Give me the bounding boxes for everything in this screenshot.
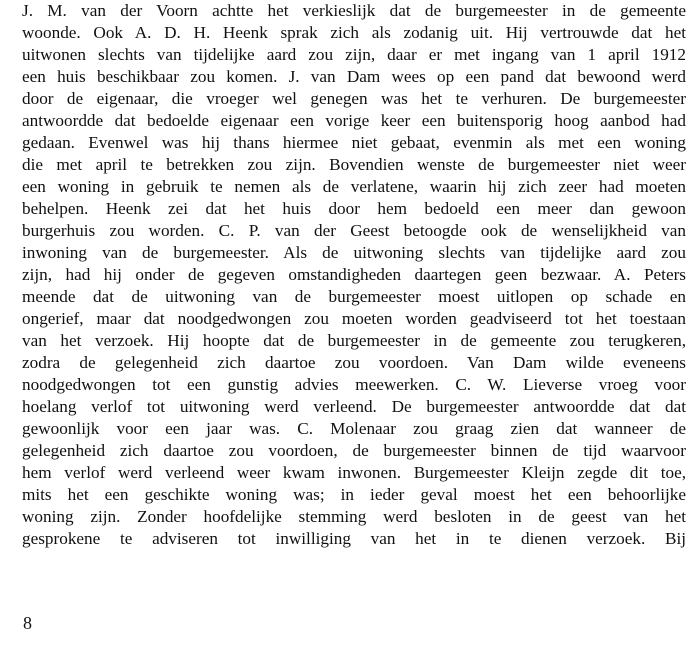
text-line: uitwonen slechts van tijdelijke aard zou zijn, daar er met ingang van 1 april 1912	[22, 45, 686, 64]
text-line: hoelang verlof tot uitwoning werd verleend. De burgemeester antwoordde dat dat	[22, 397, 686, 416]
text-line: die met april te betrekken zou zijn. Bovendien wenste de burgemeester niet weer	[22, 155, 686, 174]
text-line: hem verlof werd verleend weer kwam inwonen. Burgemeester Kleijn zegde dit toe,	[22, 463, 686, 482]
body-text	[22, 0, 686, 550]
text-line: antwoordde dat bedoelde eigenaar een vorige keer een buitensporig hoog aanbod had	[22, 111, 686, 130]
text-line: woonde. Ook A. D. H. Heenk sprak zich als zodanig uit. Hij vertrouwde dat het	[22, 23, 686, 42]
text-line: meende dat de uitwoning van de burgemeester moest uitlopen op schade en	[22, 287, 686, 306]
text-line: zijn, had hij onder de gegeven omstandigheden daartegen geen bezwaar. A. Peters	[22, 265, 686, 284]
text-line: gelegenheid zich daartoe zou voordoen, de burgemeester binnen de tijd waarvoor	[22, 441, 686, 460]
text-line: gesprokene te adviseren tot inwilliging van het in te dienen verzoek. Bij	[22, 529, 686, 548]
text-line: J. M. van der Voorn achtte het verkieslijk dat de burgemeester in de gemeente	[22, 1, 686, 20]
text-line: gedaan. Evenwel was hij thans hiermee niet gebaat, evenmin als met een woning	[22, 133, 686, 152]
text-line: noodgedwongen tot een gunstig advies meewerken. C. W. Lieverse vroeg voor	[22, 375, 686, 394]
text-line: een huis beschikbaar zou komen. J. van Dam wees op een pand dat bewoond werd	[22, 67, 686, 86]
text-line: inwoning van de burgemeester. Als de uitwoning slechts van tijdelijke aard zou	[22, 243, 686, 262]
text-line: ongerief, maar dat noodgedwongen zou moeten worden geadviseerd tot het toestaan	[22, 309, 686, 328]
text-line: burgerhuis zou worden. C. P. van der Geest betoogde ook de wenselijkheid van	[22, 221, 686, 240]
text-line: mits het een geschikte woning was; in ieder geval moest het een behoorlijke	[22, 485, 686, 504]
text-line: een woning in gebruik te nemen als de verlatene, waarin hij zich zeer had moeten	[22, 177, 686, 196]
text-line: woning zijn. Zonder hoofdelijke stemming werd besloten in de geest van het	[22, 507, 686, 526]
text-line: door de eigenaar, die vroeger wel genegen was het te verhuren. De burgemeester	[22, 89, 686, 108]
text-line: van het verzoek. Hij hoopte dat de burgemeester in de gemeente zou terugkeren,	[22, 331, 686, 350]
text-line: gewoonlijk voor een jaar was. C. Molenaar zou graag zien dat wanneer de	[22, 419, 686, 438]
page-number: 8	[23, 613, 32, 633]
text-line: behelpen. Heenk zei dat het huis door hem bedoeld een meer dan gewoon	[22, 199, 686, 218]
text-line: zodra de gelegenheid zich daartoe zou voordoen. Van Dam wilde eveneens	[22, 353, 686, 372]
